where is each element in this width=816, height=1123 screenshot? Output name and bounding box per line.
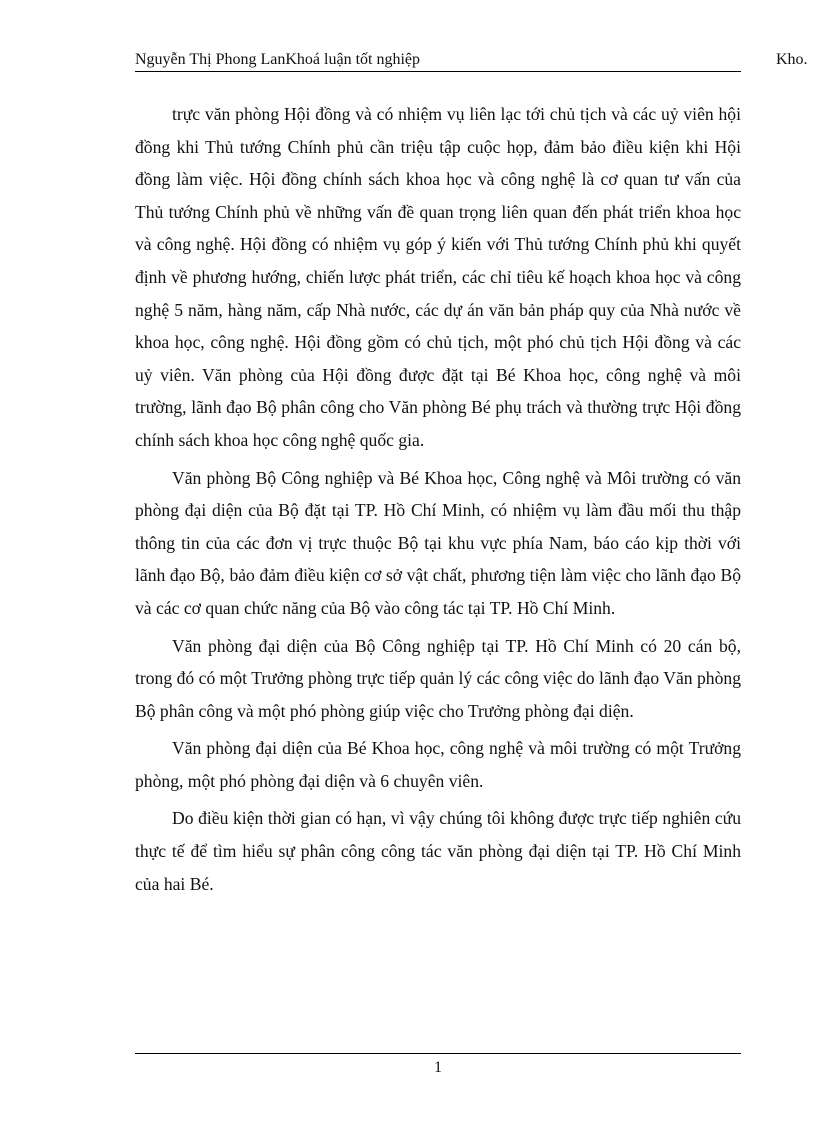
paragraph: Do điều kiện thời gian có hạn, vì vậy chúng tôi không được trực tiếp nghiên cứu thực tế để tìm hiểu sự phân công công tác văn phòng đại diện tại TP. Hồ Chí Minh của hai Bé.	[135, 808, 741, 894]
paragraph: Văn phòng đại diện của Bé Khoa học, công nghệ và môi trường có một Trưởng phòng, một phó phòng đại diện và 6 chuyên viên.	[135, 738, 741, 791]
page-number: 1	[434, 1059, 442, 1076]
page-header	[135, 50, 808, 72]
header-overflow-text: Kho.	[776, 51, 808, 68]
header-divider	[135, 71, 741, 72]
header-author-title: Nguyễn Thị Phong LanKhoá luận tốt nghiệp	[135, 51, 420, 68]
paragraph: trực văn phòng Hội đồng và có nhiệm vụ liên lạc tới chủ tịch và các uỷ viên hội đồng khi Thủ tướng Chính phủ cần triệu tập cuộc họp, đảm bảo điều kiện khi Hội đồng làm việc. Hội đồng chính sách khoa học và công nghệ là cơ quan tư vấn của Thủ tướng Chính phủ về những vấn đề quan trọng liên quan đến phát triển khoa học và công nghệ. Hội đồng có nhiệm vụ góp ý kiến với Thủ tướng Chính phủ khi quyết định về phương hướng, chiến lược phát triển, các chỉ tiêu kế hoạch khoa học và công nghệ 5 năm, hàng năm, cấp Nhà nước, các dự án văn bản pháp quy của Nhà nước về khoa học, công nghệ. Hội đồng gồm có chủ tịch, một phó chủ tịch Hội đồng và các uỷ viên. Văn phòng của Hội đồng được đặt tại Bé Khoa học, công nghệ và môi trường, lãnh đạo Bộ phân công cho Văn phòng Bé phụ trách và thường trực Hội đồng chính sách khoa học công nghệ quốc gia.	[135, 104, 741, 450]
document-body	[135, 98, 741, 905]
paragraph: Văn phòng Bộ Công nghiệp và Bé Khoa học, Công nghệ và Môi trường có văn phòng đại diện của Bộ đặt tại TP. Hồ Chí Minh, có nhiệm vụ làm đầu mối thu thập thông tin của các đơn vị trực thuộc Bộ tại khu vực phía Nam, báo cáo kịp thời với lãnh đạo Bộ, bảo đảm điều kiện cơ sở vật chất, phương tiện làm việc cho lãnh đạo Bộ và các cơ quan chức năng của Bộ vào công tác tại TP. Hồ Chí Minh.	[135, 467, 741, 618]
paragraph: Văn phòng đại diện của Bộ Công nghiệp tại TP. Hồ Chí Minh có 20 cán bộ, trong đó có một Trưởng phòng trực tiếp quản lý các công việc do lãnh đạo Văn phòng Bộ phân công và một phó phòng giúp việc cho Trưởng phòng đại diện.	[135, 635, 741, 721]
footer-divider	[135, 1053, 741, 1054]
